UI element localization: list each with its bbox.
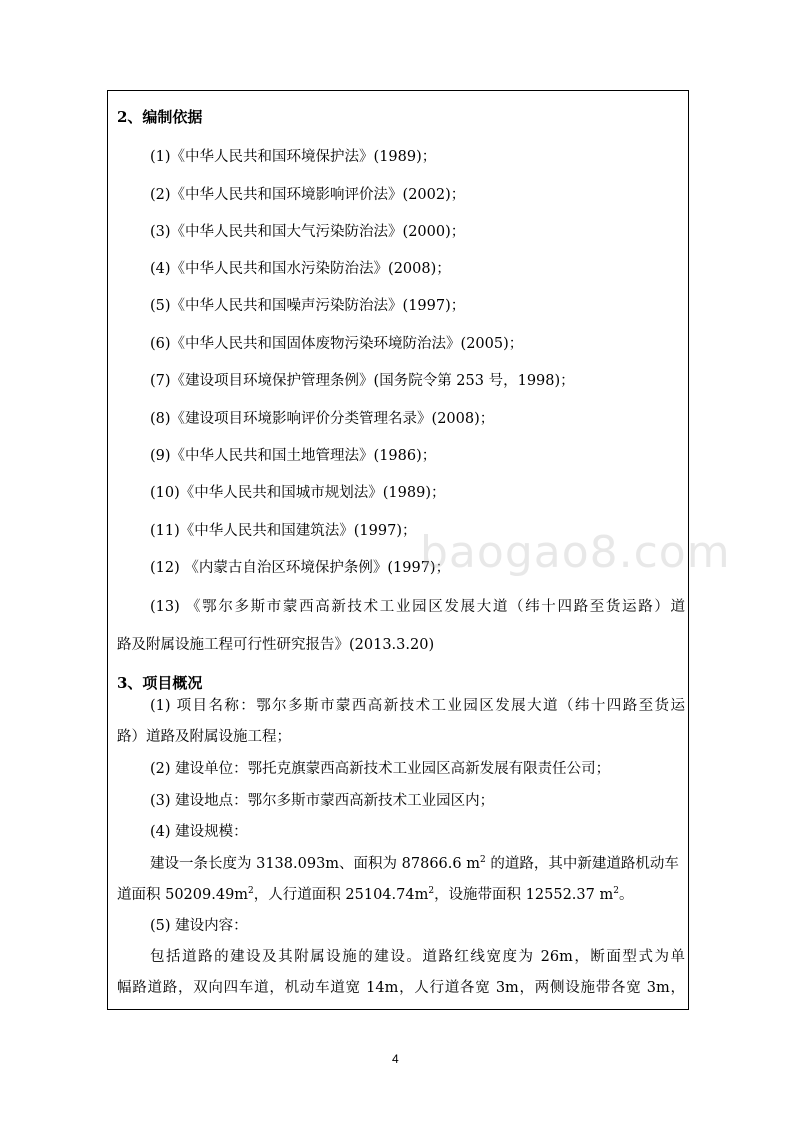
reference-item-5: (5)《中华人民共和国噪声污染防治法》(1997)； [150, 298, 466, 314]
reference-item-8: (8)《建设项目环境影响评价分类管理名录》(2008)； [150, 411, 495, 427]
construction-unit: (2) 建设单位：鄂托克旗蒙西高新技术工业园区高新发展有限责任公司； [150, 761, 611, 777]
reference-item-1: (1)《中华人民共和国环境保护法》(1989)； [150, 149, 437, 165]
project-name-line-2: 路）道路及附属设施工程； [117, 729, 291, 745]
construction-content-line-1: 包括道路的建设及其附属设施的建设。道路红线宽度为 26m，断面型式为单 [150, 949, 685, 965]
reference-item-7: (7)《建设项目环境保护管理条例》(国务院令第 253 号，1998)； [150, 373, 575, 389]
reference-item-12: (12) 《内蒙古自治区环境保护条例》(1997)； [150, 560, 451, 576]
construction-scale-line-1: 建设一条长度为 3138.093m、面积为 87866.6 $m^2$ 的道路，其中新建道路机动车 [150, 855, 679, 872]
reference-item-2: (2)《中华人民共和国环境影响评价法》(2002)； [150, 187, 466, 203]
project-name-line-1: (1) 项目名称：鄂尔多斯市蒙西高新技术工业园区发展大道（纬十四路至货运 [150, 698, 685, 714]
reference-item-13-line-1: (13) 《鄂尔多斯市蒙西高新技术工业园区发展大道（纬十四路至货运路）道 [150, 599, 685, 615]
reference-item-11: (11)《中华人民共和国建筑法》(1997)； [150, 523, 417, 539]
reference-item-4: (4)《中华人民共和国水污染防治法》(2008)； [150, 261, 451, 277]
construction-scale-label: (4) 建设规模： [150, 824, 248, 840]
section-2-heading: 2、编制依据 [117, 108, 203, 126]
construction-content-line-2: 幅路道路，双向四车道，机动车道宽 14m，人行道各宽 3m，两侧设施带各宽 3m， [117, 980, 685, 996]
construction-scale-line-2: 道面积 $50209.49m^2$，人行道面积 $25104.74m^2$，设施带面积 12552.37 $m^2$。 [117, 886, 634, 903]
reference-item-13-line-2: 路及附属设施工程可行性研究报告》(2013.3.20) [117, 637, 435, 653]
watermark: baogao8.com [420, 527, 731, 578]
reference-item-6: (6)《中华人民共和国固体废物污染环境防治法》(2005)； [150, 336, 524, 352]
section-3-heading: 3、项目概况 [117, 674, 203, 692]
construction-location: (3) 建设地点：鄂尔多斯市蒙西高新技术工业园区内； [150, 793, 495, 809]
reference-item-3: (3)《中华人民共和国大气污染防治法》(2000)； [150, 224, 466, 240]
page-number: 4 [392, 1052, 399, 1066]
reference-item-9: (9)《中华人民共和国土地管理法》(1986)； [150, 448, 437, 464]
reference-item-10: (10)《中华人民共和国城市规划法》(1989)； [150, 485, 446, 501]
construction-content-label: (5) 建设内容： [150, 918, 248, 934]
